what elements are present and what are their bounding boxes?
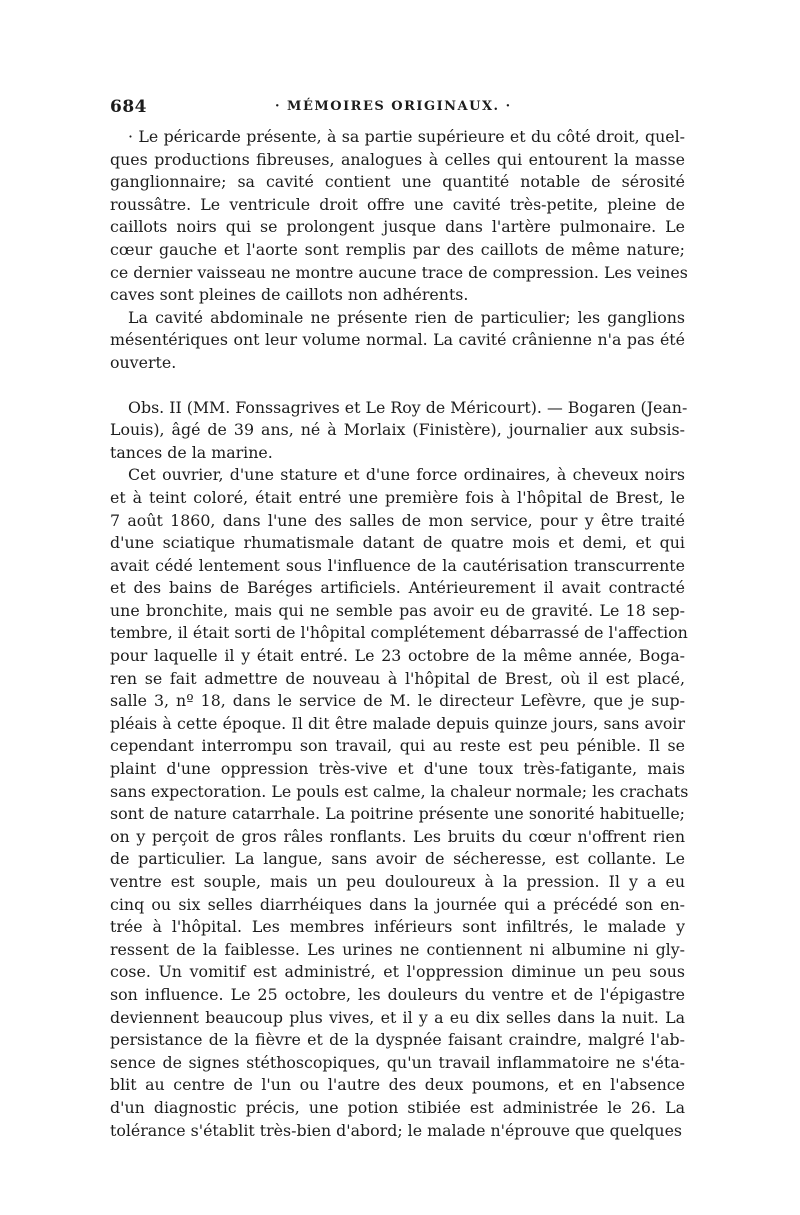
text-line: cose. Un vomitif est administré, et l'oppression diminue un peu sous (110, 962, 685, 982)
paragraph (110, 126, 688, 307)
text-line: ganglionnaire; sa cavité contient une quantité notable de sérosité (110, 172, 685, 192)
text-line: d'un diagnostic précis, une potion stibiée est administrée le 26. La (110, 1097, 685, 1117)
text-line: sence de signes stéthoscopiques, qu'un travail inflammatoire ne s'éta- (110, 1052, 685, 1072)
text-line: une bronchite, mais qui ne semble pas avoir eu de gravité. Le 18 sep- (110, 600, 685, 620)
text-line: cœur gauche et l'aorte sont remplis par des caillots de même nature; (110, 239, 685, 259)
page-header (110, 97, 680, 123)
text-line: deviennent beaucoup plus vives, et il y a eu dix selles dans la nuit. La (110, 1007, 685, 1027)
text-line: ques productions fibreuses, analogues à celles qui entourent la masse (110, 149, 685, 169)
text-line: pléais à cette époque. Il dit être malade depuis quinze jours, sans avoir (110, 713, 685, 733)
text-line: sont de nature catarrhale. La poitrine présente une sonorité habituelle; (110, 804, 685, 824)
text-line: Cet ouvrier, d'une stature et d'une force ordinaires, à cheveux noirs (128, 465, 685, 485)
text-line: blit au centre de l'un ou l'autre des deux poumons, et en l'absence (110, 1075, 685, 1095)
text-line: 7 août 1860, dans l'une des salles de mon service, pour y être traité (110, 510, 685, 530)
text-line: Louis), âgé de 39 ans, né à Morlaix (Finistère), journalier aux subsis- (110, 420, 685, 440)
text-line: Obs. II (MM. Fonssagrives et Le Roy de Méricourt). — Bogaren (Jean- (128, 397, 688, 417)
text-line: pour laquelle il y était entré. Le 23 octobre de la même année, Boga- (110, 646, 685, 666)
text-line: · Le péricarde présente, à sa partie supérieure et du côté droit, quel- (128, 127, 685, 146)
running-head: · MÉMOIRES ORIGINAUX. · (275, 99, 512, 114)
text-line: tembre, il était sorti de l'hôpital complétement débarrassé de l'affection (110, 623, 688, 643)
text-line: La cavité abdominale ne présente rien de particulier; les ganglions (128, 307, 685, 327)
text-line: cependant interrompu son travail, qui au reste est peu pénible. Il se (110, 736, 685, 756)
paragraph (110, 307, 685, 375)
paragraph (110, 397, 688, 465)
text-line: et à teint coloré, était entré une première fois à l'hôpital de Brest, le (110, 487, 685, 507)
text-line: roussâtre. Le ventricule droit offre une cavité très-petite, pleine de (110, 194, 685, 214)
text-line: persistance de la fièvre et de la dyspnée faisant craindre, malgré l'ab- (110, 1030, 685, 1050)
text-line: ressent de la faiblesse. Les urines ne contiennent ni albumine ni gly- (110, 939, 685, 959)
text-line: caves sont pleines de caillots non adhérents. (110, 285, 469, 305)
page-number: 684 (110, 97, 147, 117)
text-line: sans expectoration. Le pouls est calme, la chaleur normale; les crachats (110, 781, 689, 801)
text-line: son influence. Le 25 octobre, les douleurs du ventre et de l'épigastre (110, 984, 685, 1004)
text-line: cinq ou six selles diarrhéiques dans la journée qui a précédé son en- (110, 894, 685, 914)
text-line: ouverte. (110, 352, 177, 372)
text-line: d'une sciatique rhumatismale datant de quatre mois et demi, et qui (110, 533, 685, 553)
text-line: salle 3, nº 18, dans le service de M. le directeur Lefèvre, que je sup- (110, 691, 685, 711)
text-line: trée à l'hôpital. Les membres inférieurs sont infiltrés, le malade y (110, 917, 685, 937)
text-line: on y perçoit de gros râles ronflants. Les bruits du cœur n'offrent rien (110, 826, 685, 846)
text-line: caillots noirs qui se prolongent jusque dans l'artère pulmonaire. Le (110, 217, 685, 237)
paragraph-gap (110, 375, 685, 397)
text-line: plaint d'une oppression très-vive et d'une toux très-fatigante, mais (110, 759, 685, 779)
text-line: tances de la marine. (110, 442, 273, 462)
text-line: de particulier. La langue, sans avoir de sécheresse, est collante. Le (110, 849, 685, 869)
body-text (110, 126, 689, 1142)
text-line: ventre est souple, mais un peu douloureux à la pression. Il y a eu (110, 872, 685, 891)
paragraph (110, 464, 689, 1142)
text-line: ce dernier vaisseau ne montre aucune trace de compression. Les veines (110, 262, 688, 282)
text-line: mésentériques ont leur volume normal. La cavité crânienne n'a pas été (110, 330, 685, 350)
text-line: avait cédé lentement sous l'influence de la cautérisation transcurrente (110, 555, 685, 575)
text-line: et des bains de Baréges artificiels. Antérieurement il avait contracté (110, 578, 685, 598)
text-line: tolérance s'établit très-bien d'abord; le malade n'éprouve que quelques (110, 1120, 683, 1140)
text-line: ren se fait admettre de nouveau à l'hôpital de Brest, où il est placé, (110, 668, 685, 688)
